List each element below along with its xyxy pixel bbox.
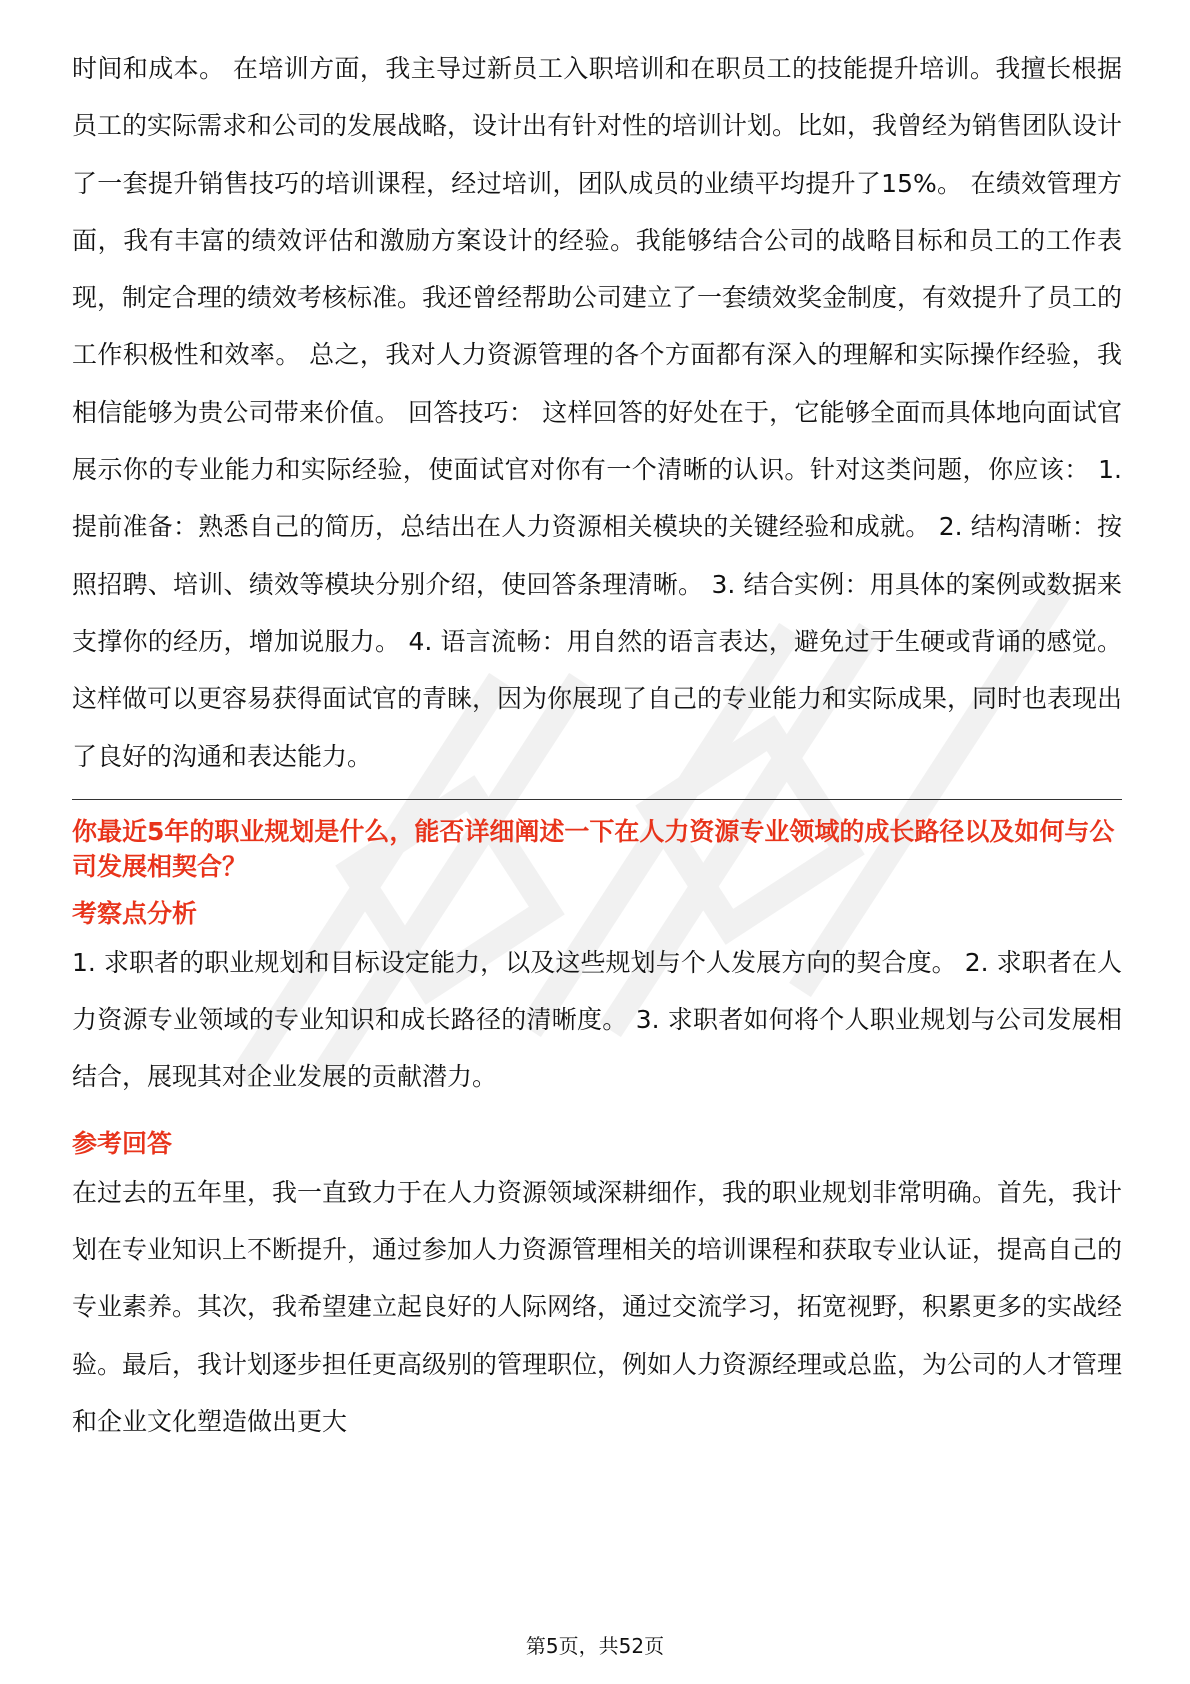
page-footer: 第5页，共52页 [525,1634,665,1658]
document-page [72,40,1122,1640]
section-divider [72,799,1122,800]
analysis-paragraph: 1. 求职者的职业规划和目标设定能力，以及这些规划与个人发展方向的契合度。 2. 求职者在人力资源专业领域的专业知识和成长路径的清晰度。 3. 求职者如何将个人职业规划与公司发展相结合，展现其对企业发展的贡献潜力。 [72,947,1122,1092]
answer-title: 参考回答 [72,1128,173,1158]
analysis-title: 考察点分析 [72,898,198,928]
question-heading: 你最近5年的职业规划是什么，能否详细阐述一下在人力资源专业领域的成长路径以及如何与公司发展相契合？ [72,816,1115,881]
section-gap [72,1106,1122,1116]
intro-paragraph: 时间和成本。 在培训方面，我主导过新员工入职培训和在职员工的技能提升培训。我擅长根据员工的实际需求和公司的发展战略，设计出有针对性的培训计划。比如，我曾经为销售团队设计了一套提升销售技巧的培训课程，经过培训，团队成员的业绩平均提升了15%。 在绩效管理方面，我有丰富的绩效评估和激励方案设计的经验。我能够结合公司的战略目标和员工的工作表现，制定合理的绩效考核标准。我还曾经帮助公司建立了一套绩效奖金制度，有效提升了员工的工作积极性和效率。 总之，我对人力资源管理的各个方面都有深入的理解和实际操作经验，我相信能够为贵公司带来价值。 回答技巧： 这样回答的好处在于，它能够全面而具体地向面试官展示你的专业能力和实际经验，使面试官对你有一个清晰的认识。针对这类问题，你应该： 1. 提前准备：熟悉自己的简历，总结出在人力资源相关模块的关键经验和成就。 2. 结构清晰：按照招聘、培训、绩效等模块分别介绍，使回答条理清晰。 3. 结合实例：用具体的案例或数据来支撑你的经历，增加说服力。 4. 语言流畅：用自然的语言表达，避免过于生硬或背诵的感觉。 这样做可以更容易获得面试官的青睐，因为你展现了自己的专业能力和实际成果，同时也表现出了良好的沟通和表达能力。 [72,54,1123,771]
answer-paragraph: 在过去的五年里，我一直致力于在人力资源领域深耕细作，我的职业规划非常明确。首先，我计划在专业知识上不断提升，通过参加人力资源管理相关的培训课程和获取专业认证，提高自己的专业素养。其次，我希望建立起良好的人际网络，通过交流学习，拓宽视野，积累更多的实战经验。最后，我计划逐步担任更高级别的管理职位，例如人力资源经理或总监，为公司的人才管理和企业文化塑造做出更大 [72,1177,1123,1436]
